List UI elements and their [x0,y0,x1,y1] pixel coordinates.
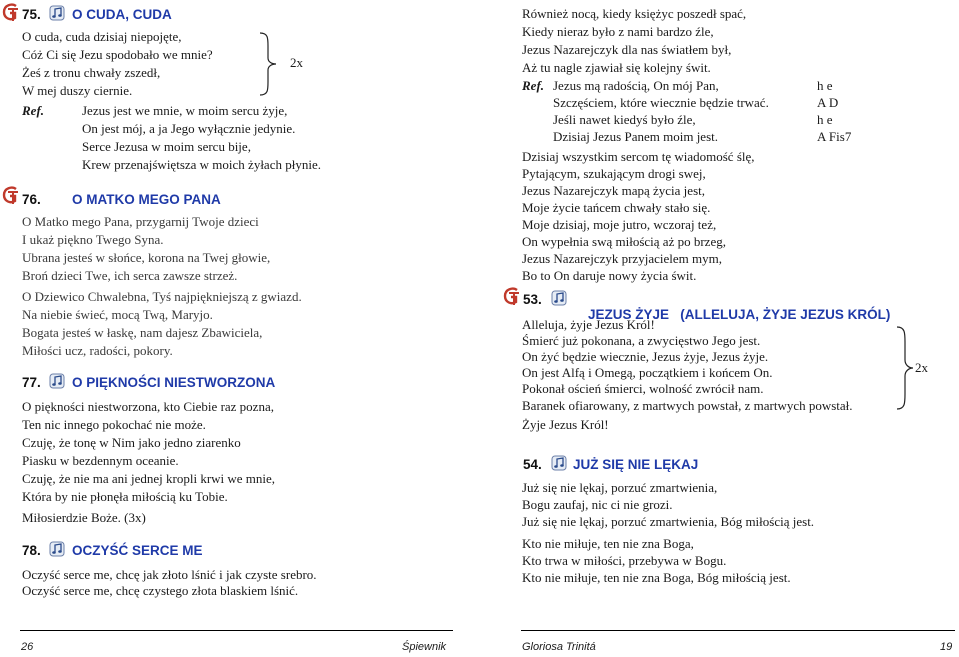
ref-line: Krew przenajświętsza w moich żyłach płynie. [82,157,321,172]
verse-line: Pokonał oścień śmierci, wolność zwrócił nam. [522,381,764,396]
verse-line: Jezus Nazarejczyk dla nas światłem był, [522,42,732,57]
verse-line: Już się nie lękaj, porzuć zmartwienia, Bóg miłością jest. [522,514,815,529]
chord-line: A Fis7 [817,129,852,144]
verse-line: Żyje Jezus Król! [522,417,609,432]
song-number: 75. [22,7,41,22]
song-title: OCZYŚĆ SERCE ME [72,543,203,558]
verse-line: Kiedy nieraz było z nami bardzo źle, [522,24,714,39]
verse-line: On żyć będzie wiecznie, Jezus żyje, Jezus żyje. [522,349,769,364]
verse-line: Już się nie lękaj, porzuć zmartwienia, [522,480,718,495]
verse-line: Jezus Nazarejczyk przyjacielem mym, [522,251,722,266]
song-title: JEZUS ŻYJE (ALLELUJA, ŻYJE JEZUS KRÓL) [588,307,891,322]
music-note-icon [49,5,65,21]
repeat-brace [258,32,278,96]
verse-line: Bogu zaufaj, nic ci nie grozi. [522,497,673,512]
verse-line: Ten nic innego pokochać nie może. [22,417,206,432]
verse-line: Kto nie miłuje, ten nie zna Boga, [522,536,694,551]
book-title-right: Gloriosa Trinitá [522,641,596,653]
music-note-icon [49,541,65,557]
verse-line: O Dziewico Chwalebna, Tyś najpiękniejszą z gwiazd. [22,289,302,304]
ref-label: Ref. [522,78,545,93]
verse-line: Pytającym, szukającym drogi swej, [522,166,706,181]
page-number-right: 19 [940,641,953,653]
song-77-heading [22,375,41,390]
verse-line: On wypełnia swą miłością aż po brzeg, [522,234,726,249]
song-number: 53. [523,292,542,307]
song-75-title [72,7,172,22]
ref-line: Serce Jezusa w moim sercu bije, [82,139,251,154]
gt-logo-icon [503,287,521,307]
song-77-title [72,375,275,390]
song-number: 77. [22,375,41,390]
verse-line: Śmierć już pokonana, a zwycięstwo Jego jest. [522,333,761,348]
verse-line: Cóż Ci się Jezu spodobało we mnie? [22,47,213,62]
song-title: O MATKO MEGO PANA [72,192,221,207]
ref-line: Jeśli nawet kiedyś było źle, [553,112,696,127]
verse-line: Również nocą, kiedy księżyc poszedł spać, [522,6,747,21]
verse-line: Żeś z tronu chwały zszedł, [22,65,161,80]
song-78-heading [22,543,41,558]
song-75-heading [22,7,41,22]
song-number: 76. [22,192,41,207]
verse-line: Broń dzieci Twe, ich serca zawsze strzeż. [22,268,238,283]
chord-line: h e [817,78,833,93]
music-note-icon [49,373,65,389]
book-title-left: Śpiewnik [402,641,447,653]
verse-line: Miłości ucz, radości, pokory. [22,343,173,358]
verse-line: Jezus Nazarejczyk mapą życia jest, [522,183,705,198]
song-54-heading [523,457,542,472]
verse-line: Moje dzisiaj, moje jutro, wczoraj też, [522,217,717,232]
verse-line: W mej duszy ciernie. [22,83,133,98]
verse-line: Kto nie miłuje, ten nie zna Boga, Bóg miłością jest. [522,570,791,585]
song-76-heading [22,192,41,207]
page-number-left: 26 [21,641,34,653]
verse-line: Na niebie świeć, mocą Twą, Maryjo. [22,307,213,322]
ref-line: Dzisiaj Jezus Panem moim jest. [553,129,719,144]
verse-line: Alleluja, żyje Jezus Król! [522,317,655,332]
repeat-count: 2x [290,55,303,70]
song-title: O PIĘKNOŚCI NIESTWORZONA [72,375,276,390]
verse-line: Moje życie tańcem chwały stało się. [522,200,711,215]
verse-line: O cuda, cuda dzisiaj niepojęte, [22,29,182,44]
song-78-title [72,543,203,558]
verse-line: Ubrana jesteś w słońce, korona na Twej głowie, [22,250,271,265]
verse-line: Czuję, że tonę w Nim jako jedno ziarenko [22,435,241,450]
song-title: O CUDA, CUDA [72,7,172,22]
song-53-heading [523,292,542,307]
song-number: 78. [22,543,41,558]
verse-line: Która by nie płonęła miłością ku Tobie. [22,489,228,504]
song-54-title [573,457,698,472]
verse-line: Kto trwa w miłości, przebywa w Bogu. [522,553,727,568]
verse-line: Oczyść serce me, chcę czystego złota blaskiem lśnić. [22,583,299,598]
verse-line: Miłosierdzie Boże. (3x) [22,510,146,525]
gt-logo-icon [2,3,20,23]
verse-line: Baranek ofiarowany, z martwych powstał, z martwych powstał. [522,398,853,413]
song-76-title [72,192,221,207]
verse-line: O piękności niestworzona, kto Ciebie raz pozna, [22,399,274,414]
verse-line: Bogata jesteś w łaskę, nam dajesz Zbawiciela, [22,325,263,340]
music-note-icon [551,290,567,306]
verse-line: I ukaż piękno Twego Syna. [22,232,164,247]
footer-rule-right [521,630,955,631]
ref-line: Szczęściem, które wiecznie będzie trwać. [553,95,769,110]
verse-line: Oczyść serce me, chcę jak złoto lśnić i jak czyste srebro. [22,567,317,582]
ref-line: Jezus mą radością, On mój Pan, [553,78,719,93]
gt-logo-icon [2,186,20,206]
chord-line: h e [817,112,833,127]
verse-line: Aż tu nagle zjawiał się kolejny świt. [522,60,711,75]
repeat-brace [895,326,915,410]
chord-line: A D [817,95,839,110]
ref-label: Ref. [22,103,45,118]
repeat-count: 2x [915,360,928,375]
ref-line: Jezus jest we mnie, w moim sercu żyje, [82,103,288,118]
verse-line: Czuję, że nie ma ani jednej kropli krwi we mnie, [22,471,276,486]
verse-line: Dzisiaj wszystkim sercom tę wiadomość ślę, [522,149,755,164]
verse-line: O Matko mego Pana, przygarnij Twoje dzieci [22,214,259,229]
verse-line: On jest Alfą i Omegą, początkiem i końcem On. [522,365,773,380]
music-note-icon [551,455,567,471]
footer-rule-left [20,630,453,631]
verse-line: Bo to On daruje nowy życia świt. [522,268,697,283]
song-number: 54. [523,457,542,472]
ref-line: On jest mój, a ja Jego wyłącznie jedynie. [82,121,296,136]
song-title: JUŻ SIĘ NIE LĘKAJ [573,457,699,472]
verse-line: Piasku w bezdennym oceanie. [22,453,179,468]
